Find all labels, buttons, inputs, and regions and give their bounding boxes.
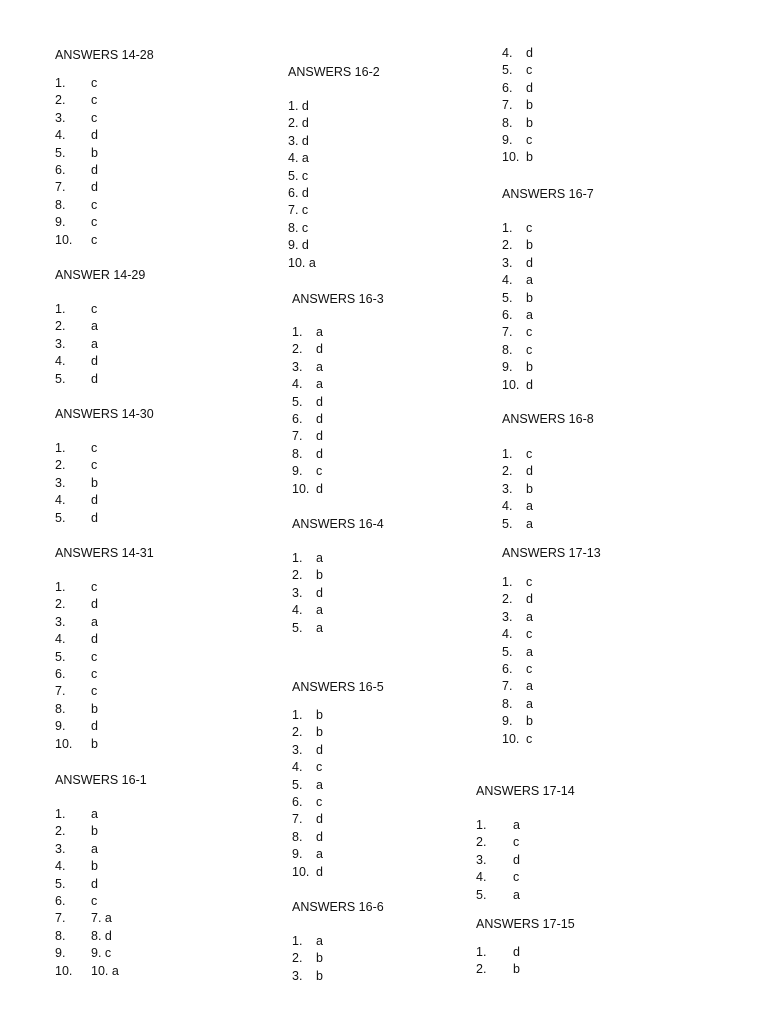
section-heading: ANSWERS 16-3 [292, 292, 384, 306]
answer-letter: b [91, 475, 98, 490]
answer-letter: d [91, 371, 98, 386]
question-number: 3. [292, 742, 303, 757]
question-number: 10. [292, 864, 310, 879]
answer-letter: d [91, 354, 98, 369]
answer-letter: c [513, 870, 520, 885]
answer-letter: d [526, 592, 533, 607]
question-number: 3. [476, 852, 487, 867]
question-number: 7. [502, 325, 513, 340]
question-number: 1. [502, 221, 513, 235]
question-number: 8. [292, 829, 303, 844]
answer-letter: b [91, 736, 98, 751]
question-number: 1. d [288, 99, 309, 113]
question-number: 10. [502, 377, 520, 392]
answer-letter: d [316, 429, 323, 444]
answer-letter: 7. a [91, 911, 112, 926]
question-number: 4. [476, 870, 487, 885]
question-number: 5. [502, 516, 513, 531]
question-number: 3. [292, 359, 303, 374]
question-number: 2. [292, 951, 303, 966]
question-number: 5. [55, 145, 66, 160]
answer-letter: b [91, 824, 98, 839]
answer-letter: a [91, 807, 98, 821]
answer-letter: c [526, 132, 533, 147]
question-number: 3. [55, 841, 66, 856]
answer-letter: a [316, 377, 323, 392]
question-number: 4. a [288, 151, 309, 166]
question-number: 9. [55, 946, 66, 961]
question-number: 6. [55, 893, 66, 908]
question-number: 3. [55, 475, 66, 490]
question-number: 2. [55, 319, 66, 334]
answer-letter: 9. c [91, 946, 112, 961]
question-number: 1. [55, 807, 66, 821]
section-heading: ANSWERS 14-28 [55, 48, 154, 62]
section-heading: ANSWERS 14-30 [55, 407, 154, 421]
answer-letter: d [526, 255, 533, 270]
question-number: 5. [292, 394, 303, 409]
question-number: 2. [55, 597, 66, 612]
question-number: 8. [55, 197, 66, 212]
answer-letter: d [316, 585, 323, 600]
question-number: 8. [502, 115, 513, 130]
answer-letter: a [526, 499, 533, 514]
question-number: 2. [476, 835, 487, 850]
answer-letter: c [91, 76, 98, 90]
section-heading: ANSWERS 14-31 [55, 546, 154, 560]
question-number: 1. [292, 551, 303, 565]
question-number: 7. [292, 812, 303, 827]
answer-letter: b [526, 238, 533, 253]
question-number: 9. [502, 714, 513, 729]
answer-letter: d [316, 829, 323, 844]
question-number: 3. [55, 336, 66, 351]
answer-letter: c [316, 794, 323, 809]
answer-letter: c [526, 63, 533, 78]
question-number: 7. c [288, 203, 309, 218]
answer-letter: d [513, 852, 520, 867]
question-number: 1. [55, 441, 66, 455]
section-heading: ANSWERS 17-15 [476, 917, 575, 931]
section-heading: ANSWERS 16-6 [292, 900, 384, 914]
answer-letter: b [316, 568, 323, 583]
answer-letter: d [91, 180, 98, 195]
question-number: 8. c [288, 220, 309, 235]
question-number: 9. d [288, 238, 309, 253]
question-number: 8. [502, 696, 513, 711]
answer-letter: d [91, 493, 98, 508]
answer-letter: c [526, 575, 533, 589]
answer-letter: d [91, 128, 98, 143]
answer-letter: c [91, 649, 98, 664]
answer-letter: b [316, 968, 323, 983]
question-number: 3. [502, 255, 513, 270]
answer-letter: c [526, 661, 533, 676]
answer-letter: a [91, 336, 98, 351]
section-heading: ANSWERS 16-4 [292, 517, 384, 531]
answer-letter: c [513, 835, 520, 850]
question-number: 8. [55, 928, 66, 943]
answer-letter: c [91, 197, 98, 212]
answer-letter: c [526, 342, 533, 357]
answer-letter: d [316, 446, 323, 461]
question-number: 4. [502, 46, 513, 60]
answer-letter: a [513, 887, 520, 902]
question-number: 5. [55, 876, 66, 891]
answer-letter: c [91, 580, 98, 594]
answer-letter: d [526, 464, 533, 479]
question-number: 2. [502, 238, 513, 253]
answer-letter: b [526, 290, 533, 305]
question-number: 6. [292, 794, 303, 809]
question-number: 2. [476, 962, 487, 977]
question-number: 1. [292, 934, 303, 948]
question-number: 5. [476, 887, 487, 902]
answer-letter: b [526, 360, 533, 375]
question-number: 10. [502, 150, 520, 165]
question-number: 5. [55, 510, 66, 525]
answer-letter: b [526, 150, 533, 165]
answer-letter: c [91, 110, 98, 125]
question-number: 4. [502, 627, 513, 642]
answer-letter: d [91, 876, 98, 891]
answer-letter: a [316, 847, 323, 862]
question-number: 2. [292, 568, 303, 583]
answer-letter: 10. a [91, 963, 119, 978]
question-number: 2. [292, 725, 303, 740]
question-number: 10. [292, 481, 310, 496]
question-number: 3. d [288, 133, 309, 148]
question-number: 4. [502, 273, 513, 288]
answer-letter: d [316, 394, 323, 409]
answer-letter: d [526, 80, 533, 95]
answer-letter: a [316, 620, 323, 635]
question-number: 5. [292, 777, 303, 792]
answer-letter: a [526, 516, 533, 531]
section-heading: ANSWERS 17-14 [476, 784, 575, 798]
answer-letter: d [316, 812, 323, 827]
question-number: 3. [292, 968, 303, 983]
question-number: 6. [55, 162, 66, 177]
section-heading: ANSWERS 16-2 [288, 65, 380, 79]
answer-letter: d [316, 864, 323, 879]
answer-letter: c [316, 464, 323, 479]
question-number: 8. [292, 446, 303, 461]
question-number: 6. [502, 661, 513, 676]
section-heading: ANSWERS 16-1 [55, 773, 147, 787]
answer-letter: b [526, 98, 533, 113]
question-number: 6. [292, 411, 303, 426]
answer-letter: a [316, 777, 323, 792]
answer-letter: c [526, 221, 533, 235]
question-number: 5. [292, 620, 303, 635]
answer-letter: d [513, 945, 520, 959]
answer-letter: c [316, 760, 323, 775]
section-heading: ANSWERS 17-13 [502, 546, 601, 560]
question-number: 2. [55, 458, 66, 473]
question-number: 8. [502, 342, 513, 357]
question-number: 1. [55, 580, 66, 594]
question-number: 10. [55, 232, 73, 247]
question-number: 4. [502, 499, 513, 514]
answer-letter: a [316, 325, 323, 339]
question-number: 1. [55, 302, 66, 316]
answer-letter: b [316, 951, 323, 966]
question-number: 5. [55, 649, 66, 664]
section-heading: ANSWERS 16-5 [292, 680, 384, 694]
question-number: 2. [55, 93, 66, 108]
answer-letter: b [526, 714, 533, 729]
question-number: 9. [502, 132, 513, 147]
answer-letter: b [526, 115, 533, 130]
question-number: 7. [55, 911, 66, 926]
section-heading: ANSWERS 16-8 [502, 412, 594, 426]
answer-letter: b [526, 481, 533, 496]
question-number: 7. [502, 679, 513, 694]
answer-letter: b [513, 962, 520, 977]
question-number: 5. [55, 371, 66, 386]
question-number: 1. [476, 818, 487, 832]
section-heading: ANSWERS 16-7 [502, 187, 594, 201]
question-number: 10. [502, 731, 520, 746]
question-number: 4. [55, 859, 66, 874]
answer-letter: a [91, 841, 98, 856]
answer-letter: c [91, 893, 98, 908]
answer-letter: a [513, 818, 520, 832]
answer-letter: d [91, 719, 98, 734]
question-number: 3. [502, 609, 513, 624]
answer-letter: d [91, 632, 98, 647]
answer-letter: d [316, 481, 323, 496]
answer-letter: a [526, 609, 533, 624]
question-number: 1. [502, 575, 513, 589]
question-number: 1. [476, 945, 487, 959]
answer-letter: c [91, 302, 98, 316]
question-number: 1. [55, 76, 66, 90]
answer-letter: a [316, 603, 323, 618]
answer-letter: d [316, 742, 323, 757]
answer-letter: a [526, 644, 533, 659]
question-number: 2. [292, 342, 303, 357]
question-number: 6. [502, 307, 513, 322]
answer-letter: c [91, 441, 98, 455]
question-number: 10. [55, 963, 73, 978]
question-number: 8. [55, 701, 66, 716]
question-number: 4. [292, 377, 303, 392]
answer-letter: a [91, 614, 98, 629]
answer-letter: a [526, 307, 533, 322]
question-number: 9. [55, 215, 66, 230]
question-number: 4. [292, 603, 303, 618]
question-number: 7. [502, 98, 513, 113]
question-number: 7. [55, 684, 66, 699]
answer-letter: c [526, 447, 533, 461]
question-number: 3. [55, 110, 66, 125]
question-number: 6. [502, 80, 513, 95]
question-number: 9. [292, 464, 303, 479]
question-number: 5. [502, 290, 513, 305]
answer-letter: d [316, 342, 323, 357]
question-number: 2. [502, 464, 513, 479]
answer-letter: a [316, 551, 323, 565]
answer-letter: b [91, 701, 98, 716]
question-number: 9. [502, 360, 513, 375]
question-number: 3. [502, 481, 513, 496]
question-number: 4. [55, 128, 66, 143]
answer-letter: d [526, 46, 533, 60]
question-number: 4. [292, 760, 303, 775]
question-number: 4. [55, 493, 66, 508]
answer-letter: c [91, 232, 98, 247]
question-number: 7. [292, 429, 303, 444]
question-number: 1. [292, 325, 303, 339]
question-number: 4. [55, 354, 66, 369]
answer-letter: c [91, 458, 98, 473]
answer-letter: a [526, 679, 533, 694]
answer-letter: d [526, 377, 533, 392]
answer-letter: 8. d [91, 928, 112, 943]
question-number: 2. [502, 592, 513, 607]
question-number: 1. [292, 708, 303, 722]
answer-letter: d [91, 162, 98, 177]
answer-letter: a [91, 319, 98, 334]
question-number: 4. [55, 632, 66, 647]
answer-letter: d [91, 510, 98, 525]
answer-letter: a [316, 359, 323, 374]
question-number: 5. [502, 644, 513, 659]
answer-letter: b [316, 725, 323, 740]
question-number: 3. [292, 585, 303, 600]
question-number: 10. [55, 736, 73, 751]
question-number: 2. d [288, 116, 309, 131]
question-number: 10. a [288, 255, 316, 270]
answer-letter: a [526, 273, 533, 288]
question-number: 5. [502, 63, 513, 78]
question-number: 3. [55, 614, 66, 629]
answer-letter: c [91, 684, 98, 699]
answer-letter: a [526, 696, 533, 711]
question-number: 5. c [288, 168, 309, 183]
answer-letter: c [91, 215, 98, 230]
section-heading: ANSWER 14-29 [55, 268, 146, 282]
question-number: 6. d [288, 185, 309, 200]
answer-letter: c [91, 93, 98, 108]
question-number: 6. [55, 666, 66, 681]
answer-letter: c [526, 325, 533, 340]
question-number: 7. [55, 180, 66, 195]
answer-letter: b [91, 145, 98, 160]
question-number: 2. [55, 824, 66, 839]
answer-letter: c [526, 731, 533, 746]
question-number: 9. [55, 719, 66, 734]
answer-letter: b [316, 708, 323, 722]
answer-letter: d [316, 411, 323, 426]
question-number: 1. [502, 447, 513, 461]
answer-letter: c [91, 666, 98, 681]
answer-letter: d [91, 597, 98, 612]
answer-letter: a [316, 934, 323, 948]
question-number: 9. [292, 847, 303, 862]
answer-letter: c [526, 627, 533, 642]
answer-letter: b [91, 859, 98, 874]
